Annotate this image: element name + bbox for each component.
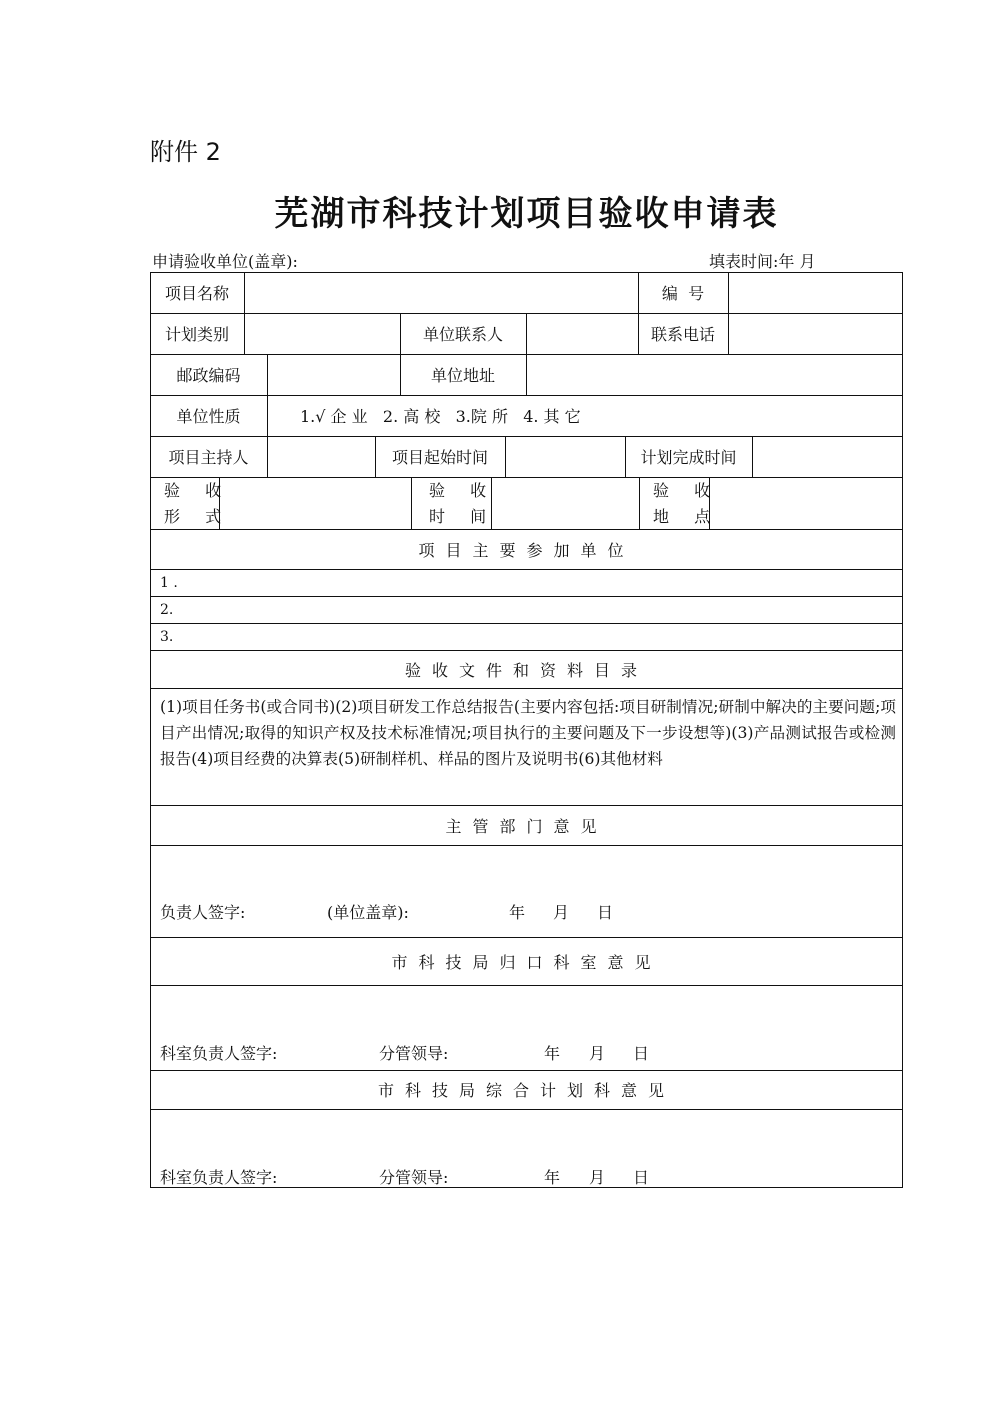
table-rule (150, 688, 903, 689)
table-rule (526, 313, 527, 395)
office-day-label: 日 (633, 1044, 650, 1063)
participant-item-3: 3. (160, 628, 174, 645)
documents-list-text: (1)项目任务书(或合同书)(2)项目研发工作总结报告(主要内容包括:项目研制情况;研制中解决的主要问题;项目产出情况;取得的知识产权及技术标准情况;项目执行的主要问题及下一步设想等)(3)产品测试报告或检测报告(4)项目经费的决算表(5)研制样机、样品的图片及说明书(6)其他材料 (160, 698, 896, 768)
office-opinion-heading: 市科技局归口科室意见 (391, 952, 662, 972)
department-day-label: 日 (597, 903, 614, 922)
department-month-label: 月 (553, 903, 570, 922)
project-name-label: 项目名称 (164, 284, 229, 303)
table-rule (150, 569, 903, 570)
participant-item-2: 2. (160, 601, 174, 618)
table-rule (639, 477, 640, 529)
documents-heading: 验收文件和资料目录 (404, 660, 648, 680)
table-rule (150, 596, 903, 597)
unit-nature-label: 单位性质 (176, 407, 241, 426)
participants-heading: 项目主要参加单位 (418, 540, 635, 560)
project-leader-label: 项目主持人 (168, 448, 249, 467)
planning-signer-label: 科室负责人签字: (160, 1168, 278, 1187)
department-opinion-heading: 主管部门意见 (445, 816, 608, 836)
participant-item-1: 1 . (160, 574, 178, 591)
planning-opinion-heading: 市科技局综合计划科意见 (377, 1081, 675, 1100)
table-rule (150, 623, 903, 624)
table-rule (411, 477, 412, 529)
department-year-label: 年 (509, 903, 526, 922)
office-month-label: 月 (589, 1044, 606, 1063)
unit-contact-label: 单位联系人 (422, 325, 503, 344)
applicant-unit-label: 申请验收单位(盖章): (152, 252, 298, 271)
table-rule (728, 272, 729, 354)
table-rule (150, 1109, 903, 1110)
table-rule (244, 272, 245, 354)
annex-label: 附件 2 (150, 138, 221, 166)
acceptance-time-line-2: 时 间 (429, 507, 497, 526)
fill-date-label: 填表时间:年 月 (709, 252, 816, 271)
form-title: 芜湖市科技计划项目验收申请表 (274, 194, 779, 234)
office-signer-label: 科室负责人签字: (160, 1044, 278, 1063)
department-signer-label: 负责人签字: (160, 903, 246, 922)
acceptance-place-label (653, 478, 720, 530)
unit-nature-options: 1.√ 企 业 2. 高 校 3.院 所 4. 其 它 (300, 407, 581, 426)
acceptance-place-line-1: 验 收 (653, 481, 721, 500)
acceptance-form-line-1: 验 收 (164, 481, 232, 500)
planning-leader-label: 分管领导: (379, 1168, 449, 1187)
table-rule (505, 436, 506, 477)
table-rule (267, 354, 268, 395)
planning-year-label: 年 (544, 1168, 561, 1187)
plan-category-label: 计划类别 (164, 325, 229, 344)
department-seal-label: (单位盖章): (327, 903, 409, 922)
planning-month-label: 月 (589, 1168, 606, 1187)
acceptance-time-label (429, 478, 496, 530)
table-rule (267, 395, 268, 477)
start-time-label: 项目起始时间 (391, 448, 488, 467)
acceptance-place-line-2: 地 点 (653, 507, 721, 526)
office-year-label: 年 (544, 1044, 561, 1063)
planning-day-label: 日 (633, 1168, 650, 1187)
acceptance-form-label (164, 478, 231, 530)
unit-address-label: 单位地址 (430, 366, 495, 385)
table-rule (752, 436, 753, 477)
office-leader-label: 分管领导: (379, 1044, 449, 1063)
number-label: 编 号 (661, 284, 705, 303)
acceptance-time-line-1: 验 收 (429, 481, 497, 500)
table-rule (150, 477, 903, 478)
postal-code-label: 邮政编码 (176, 366, 241, 385)
table-rule (150, 845, 903, 846)
acceptance-form-line-2: 形 式 (164, 507, 232, 526)
table-rule (150, 985, 903, 986)
contact-phone-label: 联系电话 (650, 325, 715, 344)
planned-completion-label: 计划完成时间 (640, 448, 737, 467)
